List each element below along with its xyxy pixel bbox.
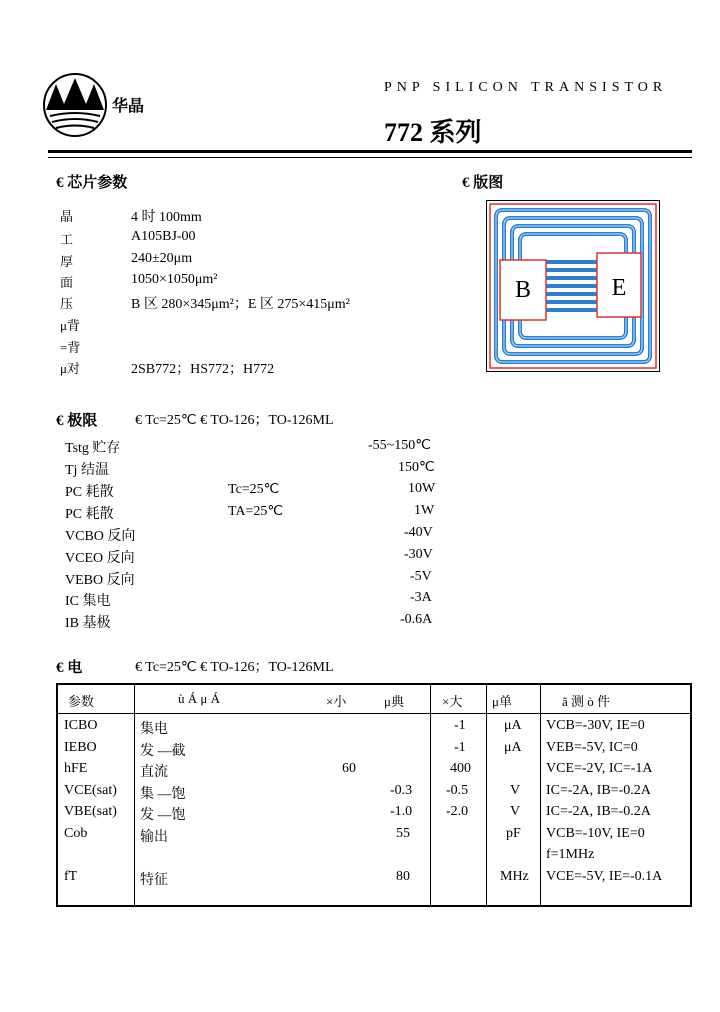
table-cell-condition: IC=-2A, IB=-0.2A <box>546 804 651 819</box>
max-row-value: -40V <box>404 525 433 540</box>
max-row-param: PC 耗散 <box>65 485 114 500</box>
table-header: ã 测 ò 件 <box>562 694 611 709</box>
table-cell-name: 集电 <box>140 722 168 737</box>
table-cell-unit: V <box>510 783 521 798</box>
table-cell-max: 400 <box>450 761 471 776</box>
table-cell-name: 特征 <box>140 873 168 888</box>
table-cell-typ: 55 <box>396 826 410 841</box>
chip-param-label: 晶 <box>60 209 74 224</box>
chip-param-value: 1050×1050μm² <box>131 272 218 287</box>
table-header: ×小 <box>326 694 347 709</box>
chip-param-label: 工 <box>60 232 74 247</box>
max-row-param: VCBO 反向 <box>65 529 136 544</box>
table-cell-condition: VCB=-30V, IE=0 <box>546 718 645 733</box>
header-rule-thin <box>48 157 692 158</box>
die-layout-diagram <box>486 200 660 372</box>
chip-param-label: 厚 <box>60 254 74 269</box>
company-logo-icon <box>42 72 108 138</box>
max-row-param: Tstg 贮存 <box>65 441 121 456</box>
table-cell-unit: MHz <box>500 869 529 884</box>
max-row-param: IB 基极 <box>65 616 111 631</box>
table-cell-symbol: VCE(sat) <box>64 783 117 798</box>
chip-param-label: μ背 <box>60 318 80 333</box>
elec-section-title: € 电 <box>56 660 83 676</box>
table-cell-name: 集 —饱 <box>140 787 186 802</box>
chip-param-label: μ对 <box>60 361 80 376</box>
table-cell-max: -2.0 <box>446 804 469 819</box>
chip-param-value: A105BJ-00 <box>131 229 196 244</box>
header-rule <box>48 150 692 153</box>
table-cell-condition: VCE=-5V, IE=-0.1A <box>546 869 663 884</box>
table-cell-unit: μA <box>504 718 522 733</box>
table-header: ù Á μ Á <box>178 691 220 706</box>
table-header: ×大 <box>442 694 463 709</box>
table-header: 参数 <box>68 694 95 709</box>
max-row-value: -0.6A <box>400 612 433 627</box>
table-cell-symbol: hFE <box>64 761 88 776</box>
table-cell-condition: VEB=-5V, IC=0 <box>546 740 638 755</box>
chip-param-label: 面 <box>60 275 74 290</box>
table-cell-typ: 80 <box>396 869 410 884</box>
pad-b-label: B <box>514 277 532 303</box>
table-cell-name: 发 —截 <box>140 744 186 759</box>
max-section-title: € 极限 <box>56 413 98 429</box>
table-cell-symbol: ICBO <box>64 718 98 733</box>
chip-param-value: B 区 280×345μm²；E 区 275×415μm² <box>131 297 350 312</box>
table-header: μ典 <box>384 694 404 709</box>
table-cell-max: -1 <box>454 718 466 733</box>
chip-section-title: € 芯片参数 <box>56 175 128 191</box>
max-row-param: PC 耗散 <box>65 507 114 522</box>
table-cell-min: 60 <box>342 761 356 776</box>
max-row-value: -3A <box>410 590 432 605</box>
table-cell-typ: -0.3 <box>390 783 413 798</box>
max-row-value: 10W <box>408 481 436 496</box>
chip-param-value: 4 时 100mm <box>131 210 202 225</box>
table-cell-name: 直流 <box>140 765 168 780</box>
max-row-value: 150℃ <box>398 460 435 475</box>
table-cell-max: -0.5 <box>446 783 469 798</box>
table-divider <box>486 685 487 905</box>
chip-param-label: 压 <box>60 296 74 311</box>
table-cell-max: -1 <box>454 740 466 755</box>
product-subtitle: PNP SILICON TRANSISTOR <box>384 80 668 95</box>
pad-e-label: E <box>611 275 627 301</box>
table-header-rule <box>58 713 690 714</box>
table-cell-symbol: Cob <box>64 826 88 841</box>
table-cell-symbol: VBE(sat) <box>64 804 117 819</box>
table-cell-name: 输出 <box>140 830 168 845</box>
table-divider <box>134 685 135 905</box>
company-name: 华晶 <box>112 98 145 115</box>
table-divider <box>540 685 541 905</box>
table-cell-unit: V <box>510 804 521 819</box>
layout-section-title: € 版图 <box>462 175 504 191</box>
table-cell-condition: VCB=-10V, IE=0 <box>546 826 645 841</box>
max-row-value: -5V <box>410 569 432 584</box>
max-section-condition: € Tc=25℃ € TO-126；TO-126ML <box>135 413 334 428</box>
chip-param-value: 2SB772；HS772；H772 <box>131 362 275 377</box>
table-cell-typ: -1.0 <box>390 804 413 819</box>
table-cell-unit: μA <box>504 740 522 755</box>
table-cell-symbol: fT <box>64 869 78 884</box>
max-row-param: VCEO 反向 <box>65 551 135 566</box>
max-row-condition: TA=25℃ <box>228 504 284 519</box>
table-cell-unit: pF <box>506 826 521 841</box>
table-cell-name: 发 —饱 <box>140 808 186 823</box>
electrical-characteristics-table <box>56 683 692 907</box>
chip-param-value: 240±20μm <box>131 251 193 266</box>
max-row-param: VEBO 反向 <box>65 573 135 588</box>
max-row-param: Tj 结温 <box>65 463 109 478</box>
table-divider <box>430 685 431 905</box>
chip-param-label: =背 <box>60 340 81 355</box>
table-cell-symbol: IEBO <box>64 740 97 755</box>
table-cell-condition: IC=-2A, IB=-0.2A <box>546 783 651 798</box>
max-row-param: IC 集电 <box>65 594 111 609</box>
max-row-condition: Tc=25℃ <box>228 482 280 497</box>
max-row-value: -55~150℃ <box>368 438 431 453</box>
table-header: μ单 <box>492 694 512 709</box>
max-row-value: 1W <box>414 503 435 518</box>
max-row-value: -30V <box>404 547 433 562</box>
product-model: 772 系列 <box>384 118 482 147</box>
table-cell-condition: VCE=-2V, IC=-1A <box>546 761 653 776</box>
table-cell-condition: f=1MHz <box>546 847 595 862</box>
elec-section-condition: € Tc=25℃ € TO-126；TO-126ML <box>135 660 334 675</box>
